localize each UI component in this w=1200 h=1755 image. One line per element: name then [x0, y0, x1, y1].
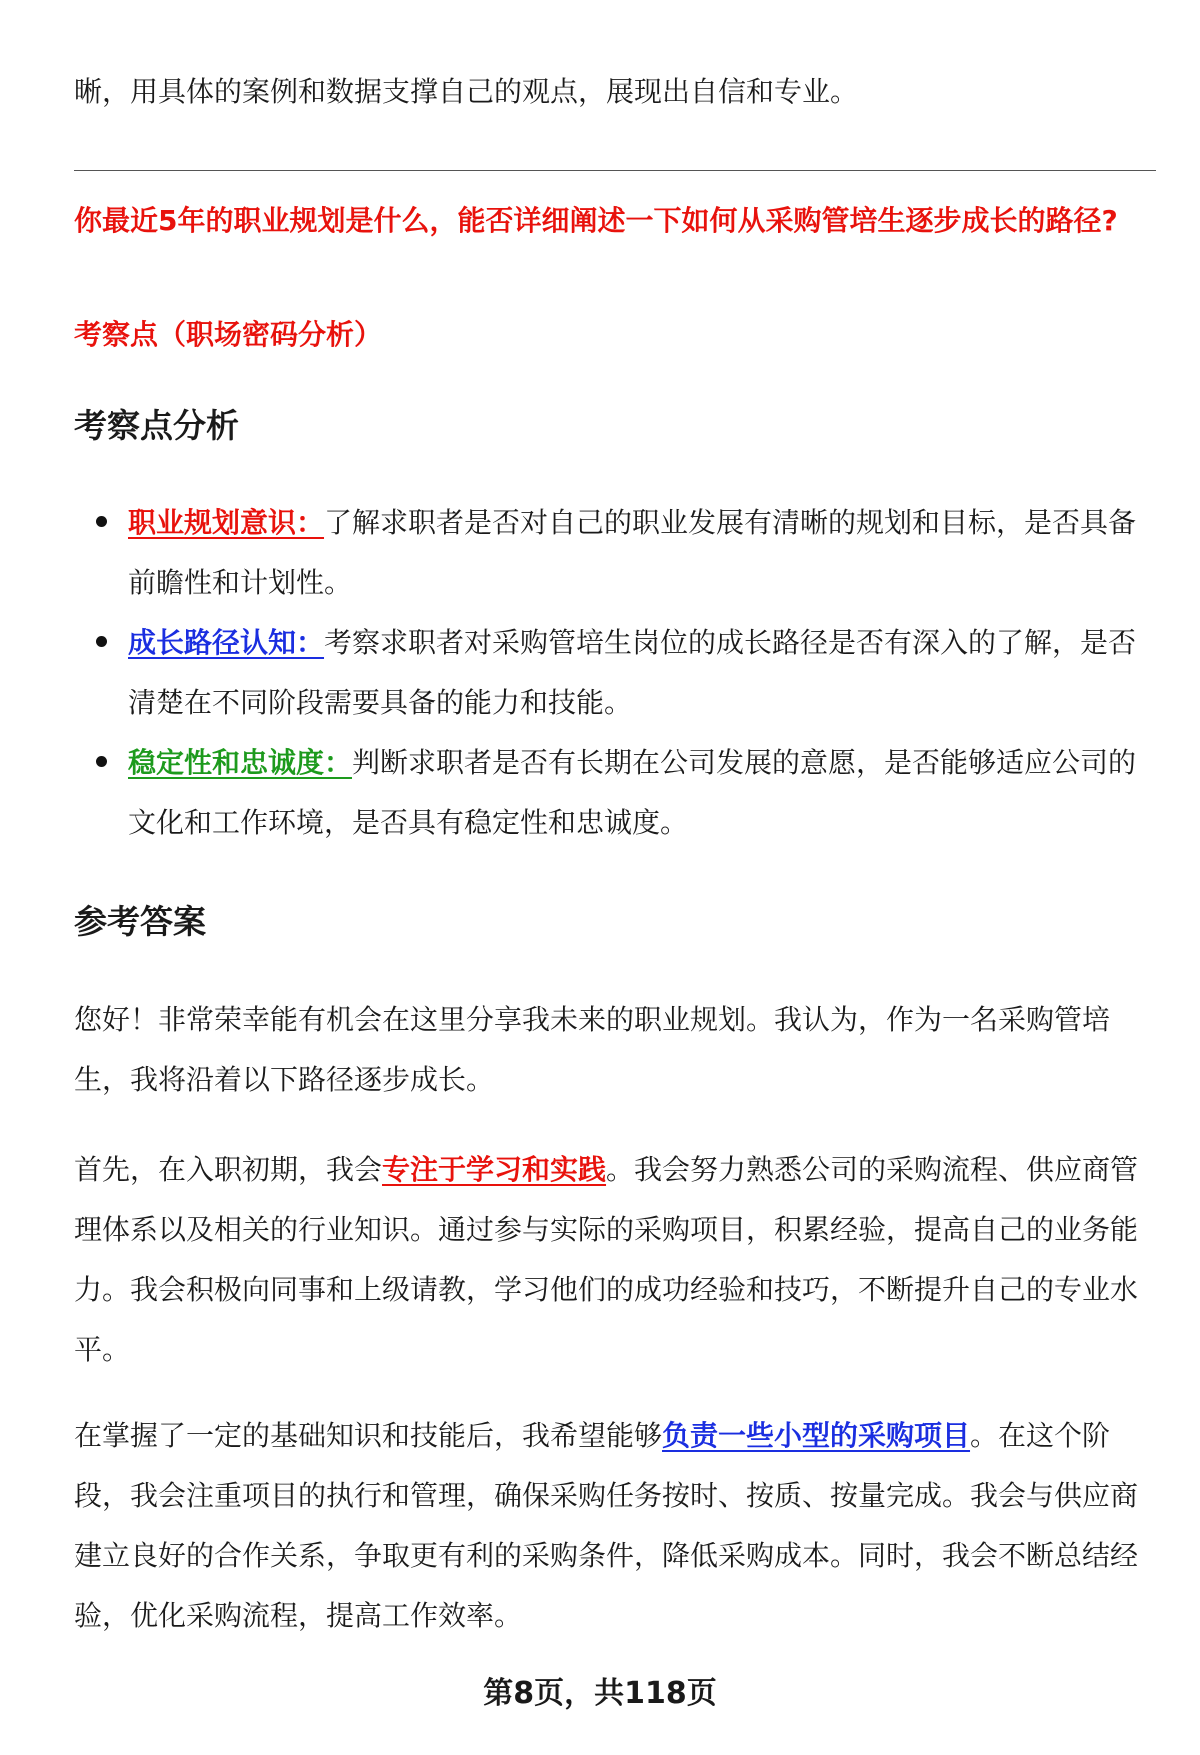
answer-text: 首先，在入职初期，我会 — [74, 1153, 383, 1186]
continued-paragraph: 晰，用具体的案例和数据支撑自己的观点，展现出自信和专业。 — [74, 75, 859, 108]
bullet-dot-icon — [96, 516, 107, 527]
bullet-text: 考察求职者对采购管培生岗位的成长路径是否有深入的了解，是否清楚在不同阶段需要具备的能力和技能。 — [128, 626, 1137, 719]
answer-text: 。在这个阶段，我会注重项目的执行和管理，确保采购任务按时、按质、按量完成。我会与供应商建立良好的合作关系，争取更有利的采购条件，降低采购成本。同时，我会不断总结经验，优化采购流程，提高工作效率。 — [74, 1419, 1139, 1632]
answer-highlight: 专注于学习和实践 — [382, 1153, 607, 1186]
bullet-term: 成长路径认知： — [128, 626, 325, 659]
answer-highlight: 负责一些小型的采购项目 — [662, 1419, 971, 1452]
bullet-dot-icon — [96, 756, 107, 767]
analysis-heading: 考察点分析 — [74, 406, 239, 445]
list-item — [74, 733, 1156, 853]
interview-question: 你最近5年的职业规划是什么，能否详细阐述一下如何从采购管培生逐步成长的路径? — [74, 204, 1118, 237]
answer-heading: 参考答案 — [74, 902, 206, 941]
page-number-footer: 第8页，共118页 — [483, 1676, 717, 1711]
list-item — [74, 613, 1156, 733]
bullet-term: 稳定性和忠诚度： — [128, 746, 353, 779]
bullet-term: 职业规划意识： — [128, 506, 325, 539]
bullet-dot-icon — [96, 636, 107, 647]
answer-paragraph-1: 您好！非常荣幸能有机会在这里分享我未来的职业规划。我认为，作为一名采购管培生，我将沿着以下路径逐步成长。 — [74, 1003, 1111, 1096]
list-item — [74, 493, 1156, 613]
section-divider — [74, 170, 1156, 171]
analysis-list — [74, 493, 1156, 853]
bullet-text: 判断求职者是否有长期在公司发展的意愿，是否能够适应公司的文化和工作环境，是否具有稳定性和忠诚度。 — [128, 746, 1137, 839]
bullet-text: 了解求职者是否对自己的职业发展有清晰的规划和目标，是否具备前瞻性和计划性。 — [128, 506, 1137, 599]
answer-paragraph-3 — [74, 1406, 1156, 1646]
kaocha-label: 考察点（职场密码分析） — [74, 318, 383, 351]
answer-text: 。我会努力熟悉公司的采购流程、供应商管理体系以及相关的行业知识。通过参与实际的采购项目，积累经验，提高自己的业务能力。我会积极向同事和上级请教，学习他们的成功经验和技巧，不断提升自己的专业水平。 — [74, 1153, 1139, 1366]
answer-paragraph-2 — [74, 1140, 1156, 1380]
answer-text: 在掌握了一定的基础知识和技能后，我希望能够 — [74, 1419, 663, 1452]
